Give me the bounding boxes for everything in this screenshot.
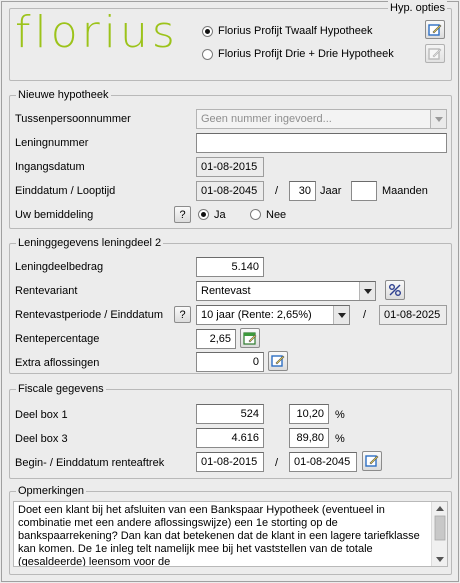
product-radio-twaalf[interactable] [202,26,213,37]
edit-icon [271,354,285,368]
bemiddeling-ja-label[interactable]: Ja [214,209,226,221]
extra-aflossingen-label: Extra aflossingen [15,357,100,369]
renteaftrek-label: Begin- / Einddatum renteaftrek [15,457,165,469]
rente-lookup-button[interactable] [240,328,260,348]
extra-aflossingen-input[interactable]: 0 [196,352,264,372]
rentepercentage-label: Rentepercentage [15,333,100,345]
box3-percent-sign: % [335,433,345,445]
edit-icon [428,47,442,61]
rentevastperiode-label: Rentevastperiode / Einddatum [15,309,163,321]
einddatum-field: 01-08-2045 [196,181,264,201]
leningnummer-input[interactable] [196,133,447,153]
chevron-down-icon[interactable] [430,110,446,128]
maanden-label: Maanden [382,185,428,197]
box1-percent-sign: % [335,409,345,421]
chevron-down-icon[interactable] [333,306,349,324]
bemiddeling-radio-nee[interactable] [250,209,261,220]
tussenpersoon-label: Tussenpersoonnummer [15,113,131,125]
opmerkingen-text[interactable] [13,501,448,567]
box3-amount-input[interactable]: 4.616 [196,428,264,448]
options-legend: Hyp. opties [390,2,446,14]
renteaftrek-eind-input[interactable]: 01-08-2045 [289,452,357,472]
renteaftrek-begin-input[interactable]: 01-08-2015 [196,452,264,472]
florius-logo: florius [15,7,179,58]
box1-percentage-input[interactable]: 10,20 [289,404,329,424]
rentevariant-select[interactable] [196,281,376,301]
rentevariant-label: Rentevariant [15,285,78,297]
leningdeelbedrag-label: Leningdeelbedrag [15,261,104,273]
product-label-drie-drie[interactable]: Florius Profijt Drie + Drie Hypotheek [218,48,394,60]
rentevariant-value: Rentevast [201,285,251,297]
fiscale-gegevens-title: Fiscale gegevens [18,383,104,395]
edit-icon [428,23,442,37]
maanden-input[interactable] [351,181,377,201]
bemiddeling-label: Uw bemiddeling [15,209,94,221]
jaar-input[interactable]: 30 [289,181,316,201]
renteaftrek-edit-button[interactable] [362,451,382,471]
calendar-edit-icon [242,330,258,346]
rentepercentage-input[interactable]: 2,65 [196,329,236,349]
bemiddeling-nee-label[interactable]: Nee [266,209,287,221]
main-window [1,1,459,582]
bemiddeling-help-button[interactable]: ? [174,206,191,223]
opmerkingen-body: Doet een klant bij het afsluiten van een Bankspaar Hypotheek (eventueel in combinatie met een andere aflossingswijze) een 1e storting op de bankspaarrekening? Dan kan dat betekenen dat de klant in een lagere tariefklasse kan komen. De 1e inleg telt namelijk mee bij het vaststellen van de totale (gesaldeerde) leensom voor de [18,504,420,567]
ingangsdatum-field: 01-08-2015 [196,157,264,177]
rentevast-separator: / [363,309,367,321]
edit-options-button-disabled[interactable] [425,44,445,63]
rentevastperiode-help-button[interactable]: ? [174,306,191,323]
edit-options-button[interactable] [425,20,445,39]
einddatum-label: Einddatum / Looptijd [15,185,116,197]
leningnummer-label: Leningnummer [15,137,89,149]
opmerkingen-title: Opmerkingen [18,485,85,497]
leningdeel-title: Leninggegevens leningdeel 2 [18,237,162,249]
scrollbar-arrows-icon [432,502,448,566]
bemiddeling-radio-ja[interactable] [198,209,209,220]
renteaftrek-separator: / [275,457,279,469]
rentevast-einddatum-field: 01-08-2025 [379,305,447,325]
jaar-label: Jaar [320,185,342,197]
rentevastperiode-select[interactable] [196,305,350,325]
rentevastperiode-value: 10 jaar (Rente: 2,65%) [201,309,312,321]
edit-icon [365,454,379,468]
chevron-down-icon[interactable] [359,282,375,300]
box1-label: Deel box 1 [15,409,68,421]
tussenpersoon-placeholder: Geen nummer ingevoerd... [201,113,332,125]
product-radio-drie-drie[interactable] [202,49,213,60]
tussenpersoon-select[interactable] [196,109,447,129]
einddatum-separator: / [275,185,279,197]
box1-amount-input[interactable]: 524 [196,404,264,424]
nieuwe-hypotheek-title: Nieuwe hypotheek [18,89,109,101]
product-label-twaalf[interactable]: Florius Profijt Twaalf Hypotheek [218,25,373,37]
box3-percentage-input[interactable]: 89,80 [289,428,329,448]
opmerkingen-scrollbar[interactable] [431,502,447,566]
leningdeelbedrag-input[interactable]: 5.140 [196,257,264,277]
extra-aflossingen-edit-button[interactable] [268,351,288,371]
percentage-icon [387,282,403,298]
percentage-calc-button[interactable] [385,280,405,300]
ingangsdatum-label: Ingangsdatum [15,161,85,173]
box3-label: Deel box 3 [15,433,68,445]
